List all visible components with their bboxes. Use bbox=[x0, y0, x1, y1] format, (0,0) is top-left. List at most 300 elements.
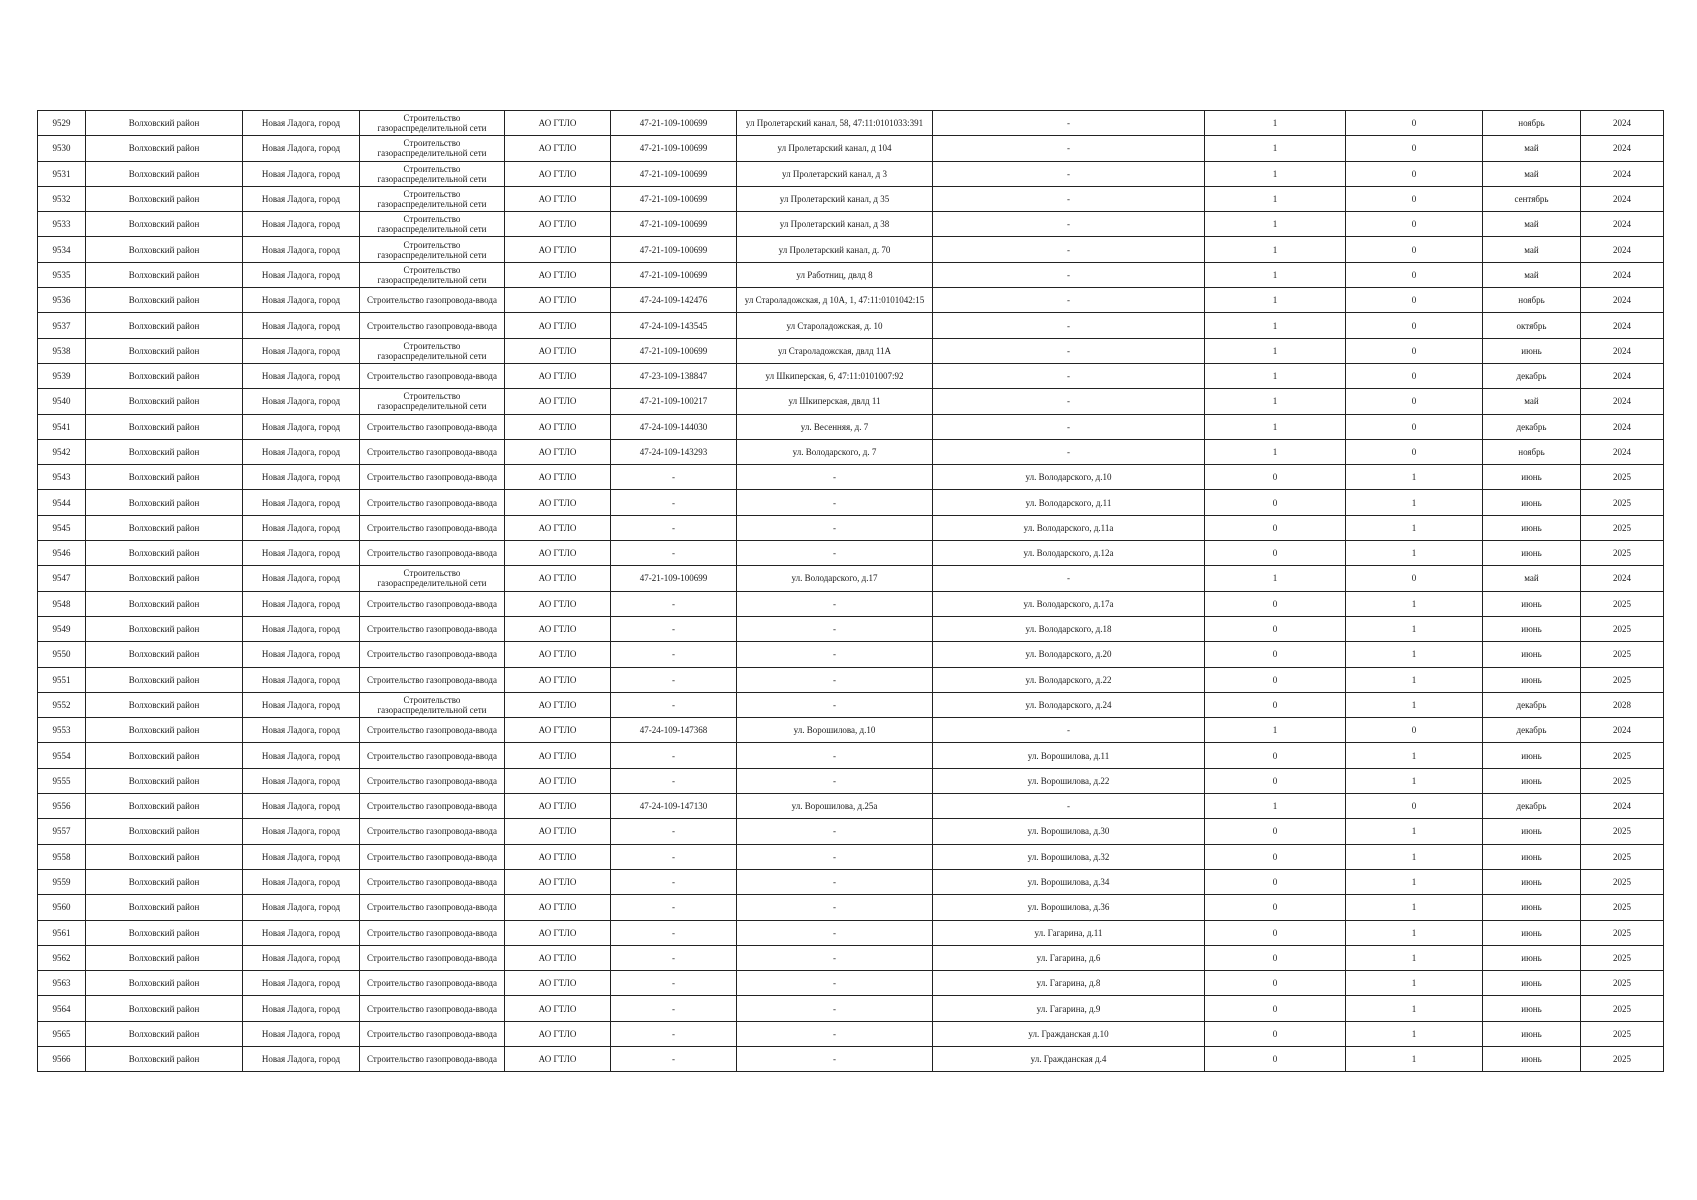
count-b-cell: 1 bbox=[1346, 465, 1483, 490]
district-cell: Волховский район bbox=[86, 186, 243, 211]
row-number-cell: 9566 bbox=[38, 1046, 86, 1071]
address-cell: ул Пролетарский канал, 58, 47:11:0101033:391 bbox=[737, 111, 933, 136]
organization-cell: АО ГТЛО bbox=[505, 591, 611, 616]
settlement-cell: Новая Ладога, город bbox=[243, 996, 360, 1021]
row-number-cell: 9533 bbox=[38, 212, 86, 237]
count-a-cell: 1 bbox=[1205, 136, 1346, 161]
year-cell: 2025 bbox=[1581, 869, 1664, 894]
object-code-cell: 47-24-109-144030 bbox=[611, 414, 737, 439]
year-cell: 2025 bbox=[1581, 768, 1664, 793]
address-cell: - bbox=[737, 465, 933, 490]
district-cell: Волховский район bbox=[86, 566, 243, 591]
planned-address-cell: ул. Ворошилова, д.11 bbox=[933, 743, 1205, 768]
address-cell: - bbox=[737, 692, 933, 717]
table-row bbox=[38, 1021, 1664, 1046]
count-b-cell: 0 bbox=[1346, 389, 1483, 414]
district-cell: Волховский район bbox=[86, 642, 243, 667]
work-type-cell: Строительство газопровода-ввода bbox=[360, 1021, 505, 1046]
planned-address-cell: - bbox=[933, 389, 1205, 414]
table-row bbox=[38, 237, 1664, 262]
row-number-cell: 9549 bbox=[38, 616, 86, 641]
organization-cell: АО ГТЛО bbox=[505, 768, 611, 793]
table-row bbox=[38, 819, 1664, 844]
work-type-cell: Строительство газораспределительной сети bbox=[360, 212, 505, 237]
count-a-cell: 0 bbox=[1205, 945, 1346, 970]
district-cell: Волховский район bbox=[86, 920, 243, 945]
count-a-cell: 0 bbox=[1205, 642, 1346, 667]
address-cell: ул Шкиперская, двлд 11 bbox=[737, 389, 933, 414]
work-type-cell: Строительство газораспределительной сети bbox=[360, 262, 505, 287]
district-cell: Волховский район bbox=[86, 895, 243, 920]
work-type-cell: Строительство газопровода-ввода bbox=[360, 895, 505, 920]
count-a-cell: 1 bbox=[1205, 161, 1346, 186]
district-cell: Волховский район bbox=[86, 971, 243, 996]
object-code-cell: 47-24-109-147130 bbox=[611, 794, 737, 819]
planned-address-cell: ул. Володарского, д.22 bbox=[933, 667, 1205, 692]
count-a-cell: 0 bbox=[1205, 1046, 1346, 1071]
row-number-cell: 9559 bbox=[38, 869, 86, 894]
settlement-cell: Новая Ладога, город bbox=[243, 389, 360, 414]
count-a-cell: 0 bbox=[1205, 1021, 1346, 1046]
table-row bbox=[38, 136, 1664, 161]
organization-cell: АО ГТЛО bbox=[505, 895, 611, 920]
work-type-cell: Строительство газопровода-ввода bbox=[360, 920, 505, 945]
object-code-cell: 47-23-109-138847 bbox=[611, 363, 737, 388]
address-cell: - bbox=[737, 844, 933, 869]
year-cell: 2024 bbox=[1581, 794, 1664, 819]
month-cell: декабрь bbox=[1483, 692, 1581, 717]
count-a-cell: 1 bbox=[1205, 288, 1346, 313]
count-b-cell: 0 bbox=[1346, 288, 1483, 313]
table-row bbox=[38, 743, 1664, 768]
organization-cell: АО ГТЛО bbox=[505, 338, 611, 363]
object-code-cell: 47-21-109-100699 bbox=[611, 338, 737, 363]
object-code-cell: 47-21-109-100699 bbox=[611, 136, 737, 161]
year-cell: 2025 bbox=[1581, 541, 1664, 566]
district-cell: Волховский район bbox=[86, 768, 243, 793]
organization-cell: АО ГТЛО bbox=[505, 212, 611, 237]
count-b-cell: 1 bbox=[1346, 515, 1483, 540]
district-cell: Волховский район bbox=[86, 869, 243, 894]
month-cell: май bbox=[1483, 237, 1581, 262]
address-cell: ул. Володарского, д.17 bbox=[737, 566, 933, 591]
year-cell: 2025 bbox=[1581, 971, 1664, 996]
object-code-cell: 47-24-109-142476 bbox=[611, 288, 737, 313]
district-cell: Волховский район bbox=[86, 212, 243, 237]
settlement-cell: Новая Ладога, город bbox=[243, 667, 360, 692]
count-a-cell: 1 bbox=[1205, 111, 1346, 136]
row-number-cell: 9540 bbox=[38, 389, 86, 414]
planned-address-cell: ул. Володарского, д.11а bbox=[933, 515, 1205, 540]
work-type-cell: Строительство газораспределительной сети bbox=[360, 237, 505, 262]
table-row bbox=[38, 490, 1664, 515]
district-cell: Волховский район bbox=[86, 313, 243, 338]
planned-address-cell: - bbox=[933, 363, 1205, 388]
settlement-cell: Новая Ладога, город bbox=[243, 642, 360, 667]
month-cell: октябрь bbox=[1483, 313, 1581, 338]
count-b-cell: 0 bbox=[1346, 237, 1483, 262]
organization-cell: АО ГТЛО bbox=[505, 111, 611, 136]
planned-address-cell: ул. Володарского, д.20 bbox=[933, 642, 1205, 667]
district-cell: Волховский район bbox=[86, 136, 243, 161]
district-cell: Волховский район bbox=[86, 743, 243, 768]
count-b-cell: 1 bbox=[1346, 541, 1483, 566]
row-number-cell: 9535 bbox=[38, 262, 86, 287]
work-type-cell: Строительство газопровода-ввода bbox=[360, 414, 505, 439]
year-cell: 2025 bbox=[1581, 591, 1664, 616]
planned-address-cell: - bbox=[933, 566, 1205, 591]
table-row bbox=[38, 869, 1664, 894]
planned-address-cell: - bbox=[933, 288, 1205, 313]
address-cell: ул Пролетарский канал, д 3 bbox=[737, 161, 933, 186]
year-cell: 2025 bbox=[1581, 945, 1664, 970]
district-cell: Волховский район bbox=[86, 288, 243, 313]
count-b-cell: 1 bbox=[1346, 971, 1483, 996]
planned-address-cell: - bbox=[933, 186, 1205, 211]
address-cell: - bbox=[737, 1046, 933, 1071]
month-cell: сентябрь bbox=[1483, 186, 1581, 211]
count-a-cell: 0 bbox=[1205, 743, 1346, 768]
settlement-cell: Новая Ладога, город bbox=[243, 945, 360, 970]
organization-cell: АО ГТЛО bbox=[505, 642, 611, 667]
organization-cell: АО ГТЛО bbox=[505, 869, 611, 894]
count-a-cell: 1 bbox=[1205, 439, 1346, 464]
month-cell: ноябрь bbox=[1483, 111, 1581, 136]
address-cell: - bbox=[737, 920, 933, 945]
table-row bbox=[38, 591, 1664, 616]
month-cell: июнь bbox=[1483, 869, 1581, 894]
month-cell: июнь bbox=[1483, 743, 1581, 768]
month-cell: май bbox=[1483, 136, 1581, 161]
planned-address-cell: - bbox=[933, 313, 1205, 338]
settlement-cell: Новая Ладога, город bbox=[243, 566, 360, 591]
settlement-cell: Новая Ладога, город bbox=[243, 338, 360, 363]
object-code-cell: - bbox=[611, 945, 737, 970]
year-cell: 2025 bbox=[1581, 1046, 1664, 1071]
settlement-cell: Новая Ладога, город bbox=[243, 616, 360, 641]
row-number-cell: 9531 bbox=[38, 161, 86, 186]
table-row bbox=[38, 768, 1664, 793]
month-cell: май bbox=[1483, 262, 1581, 287]
address-cell: - bbox=[737, 895, 933, 920]
count-b-cell: 1 bbox=[1346, 743, 1483, 768]
address-cell: - bbox=[737, 642, 933, 667]
year-cell: 2024 bbox=[1581, 186, 1664, 211]
planned-address-cell: - bbox=[933, 237, 1205, 262]
count-b-cell: 1 bbox=[1346, 616, 1483, 641]
planned-address-cell: - bbox=[933, 439, 1205, 464]
district-cell: Волховский район bbox=[86, 616, 243, 641]
count-b-cell: 1 bbox=[1346, 945, 1483, 970]
settlement-cell: Новая Ладога, город bbox=[243, 490, 360, 515]
object-code-cell: - bbox=[611, 667, 737, 692]
count-b-cell: 1 bbox=[1346, 768, 1483, 793]
month-cell: июнь bbox=[1483, 541, 1581, 566]
count-a-cell: 1 bbox=[1205, 566, 1346, 591]
table-row bbox=[38, 844, 1664, 869]
month-cell: июнь bbox=[1483, 996, 1581, 1021]
table-row bbox=[38, 920, 1664, 945]
month-cell: декабрь bbox=[1483, 363, 1581, 388]
settlement-cell: Новая Ладога, город bbox=[243, 692, 360, 717]
table-row bbox=[38, 262, 1664, 287]
row-number-cell: 9541 bbox=[38, 414, 86, 439]
year-cell: 2024 bbox=[1581, 111, 1664, 136]
object-code-cell: - bbox=[611, 844, 737, 869]
year-cell: 2025 bbox=[1581, 1021, 1664, 1046]
settlement-cell: Новая Ладога, город bbox=[243, 1046, 360, 1071]
month-cell: июнь bbox=[1483, 490, 1581, 515]
row-number-cell: 9548 bbox=[38, 591, 86, 616]
table-row bbox=[38, 692, 1664, 717]
district-cell: Волховский район bbox=[86, 490, 243, 515]
row-number-cell: 9554 bbox=[38, 743, 86, 768]
organization-cell: АО ГТЛО bbox=[505, 566, 611, 591]
count-a-cell: 1 bbox=[1205, 414, 1346, 439]
year-cell: 2024 bbox=[1581, 389, 1664, 414]
object-code-cell: - bbox=[611, 768, 737, 793]
settlement-cell: Новая Ладога, город bbox=[243, 439, 360, 464]
row-number-cell: 9560 bbox=[38, 895, 86, 920]
organization-cell: АО ГТЛО bbox=[505, 515, 611, 540]
row-number-cell: 9537 bbox=[38, 313, 86, 338]
month-cell: июнь bbox=[1483, 515, 1581, 540]
table-row bbox=[38, 338, 1664, 363]
district-cell: Волховский район bbox=[86, 945, 243, 970]
month-cell: июнь bbox=[1483, 844, 1581, 869]
district-cell: Волховский район bbox=[86, 1021, 243, 1046]
district-cell: Волховский район bbox=[86, 389, 243, 414]
count-a-cell: 0 bbox=[1205, 844, 1346, 869]
district-cell: Волховский район bbox=[86, 414, 243, 439]
month-cell: июнь bbox=[1483, 338, 1581, 363]
address-cell: ул Пролетарский канал, д 38 bbox=[737, 212, 933, 237]
organization-cell: АО ГТЛО bbox=[505, 996, 611, 1021]
table-row bbox=[38, 465, 1664, 490]
planned-address-cell: - bbox=[933, 794, 1205, 819]
address-cell: ул Шкиперская, 6, 47:11:0101007:92 bbox=[737, 363, 933, 388]
settlement-cell: Новая Ладога, город bbox=[243, 869, 360, 894]
year-cell: 2024 bbox=[1581, 439, 1664, 464]
table-row bbox=[38, 566, 1664, 591]
table-row bbox=[38, 895, 1664, 920]
object-code-cell: - bbox=[611, 895, 737, 920]
district-cell: Волховский район bbox=[86, 591, 243, 616]
table-row bbox=[38, 111, 1664, 136]
work-type-cell: Строительство газопровода-ввода bbox=[360, 591, 505, 616]
address-cell: ул. Ворошилова, д.25а bbox=[737, 794, 933, 819]
object-code-cell: - bbox=[611, 692, 737, 717]
table-row bbox=[38, 616, 1664, 641]
month-cell: июнь bbox=[1483, 616, 1581, 641]
address-cell: - bbox=[737, 591, 933, 616]
row-number-cell: 9558 bbox=[38, 844, 86, 869]
row-number-cell: 9530 bbox=[38, 136, 86, 161]
address-cell: - bbox=[737, 819, 933, 844]
count-b-cell: 0 bbox=[1346, 566, 1483, 591]
count-a-cell: 0 bbox=[1205, 920, 1346, 945]
work-type-cell: Строительство газопровода-ввода bbox=[360, 844, 505, 869]
row-number-cell: 9534 bbox=[38, 237, 86, 262]
object-code-cell: - bbox=[611, 1046, 737, 1071]
year-cell: 2025 bbox=[1581, 895, 1664, 920]
table-row bbox=[38, 439, 1664, 464]
row-number-cell: 9561 bbox=[38, 920, 86, 945]
organization-cell: АО ГТЛО bbox=[505, 439, 611, 464]
year-cell: 2024 bbox=[1581, 212, 1664, 237]
planned-address-cell: ул. Гагарина, д.6 bbox=[933, 945, 1205, 970]
planned-address-cell: ул. Гражданская д.10 bbox=[933, 1021, 1205, 1046]
district-cell: Волховский район bbox=[86, 363, 243, 388]
count-b-cell: 0 bbox=[1346, 363, 1483, 388]
planned-address-cell: ул. Гагарина, д.11 bbox=[933, 920, 1205, 945]
organization-cell: АО ГТЛО bbox=[505, 718, 611, 743]
count-a-cell: 0 bbox=[1205, 667, 1346, 692]
organization-cell: АО ГТЛО bbox=[505, 389, 611, 414]
settlement-cell: Новая Ладога, город bbox=[243, 819, 360, 844]
table-row bbox=[38, 945, 1664, 970]
count-a-cell: 1 bbox=[1205, 338, 1346, 363]
count-a-cell: 0 bbox=[1205, 490, 1346, 515]
organization-cell: АО ГТЛО bbox=[505, 819, 611, 844]
district-cell: Волховский район bbox=[86, 819, 243, 844]
count-a-cell: 1 bbox=[1205, 718, 1346, 743]
district-cell: Волховский район bbox=[86, 262, 243, 287]
row-number-cell: 9563 bbox=[38, 971, 86, 996]
year-cell: 2025 bbox=[1581, 616, 1664, 641]
table-row bbox=[38, 363, 1664, 388]
address-cell: - bbox=[737, 1021, 933, 1046]
year-cell: 2025 bbox=[1581, 465, 1664, 490]
month-cell: июнь bbox=[1483, 465, 1581, 490]
object-code-cell: 47-21-109-100699 bbox=[611, 212, 737, 237]
year-cell: 2025 bbox=[1581, 996, 1664, 1021]
table-row bbox=[38, 1046, 1664, 1071]
settlement-cell: Новая Ладога, город bbox=[243, 844, 360, 869]
settlement-cell: Новая Ладога, город bbox=[243, 288, 360, 313]
planned-address-cell: ул. Ворошилова, д.36 bbox=[933, 895, 1205, 920]
settlement-cell: Новая Ладога, город bbox=[243, 465, 360, 490]
table-row bbox=[38, 288, 1664, 313]
count-b-cell: 1 bbox=[1346, 591, 1483, 616]
planned-address-cell: ул. Ворошилова, д.34 bbox=[933, 869, 1205, 894]
row-number-cell: 9544 bbox=[38, 490, 86, 515]
month-cell: май bbox=[1483, 389, 1581, 414]
work-type-cell: Строительство газопровода-ввода bbox=[360, 1046, 505, 1071]
address-cell: ул Пролетарский канал, д 104 bbox=[737, 136, 933, 161]
table-row bbox=[38, 161, 1664, 186]
month-cell: июнь bbox=[1483, 895, 1581, 920]
district-cell: Волховский район bbox=[86, 465, 243, 490]
address-cell: - bbox=[737, 667, 933, 692]
address-cell: - bbox=[737, 616, 933, 641]
object-code-cell: - bbox=[611, 920, 737, 945]
count-b-cell: 1 bbox=[1346, 819, 1483, 844]
work-type-cell: Строительство газопровода-ввода bbox=[360, 945, 505, 970]
work-type-cell: Строительство газопровода-ввода bbox=[360, 515, 505, 540]
table-row bbox=[38, 642, 1664, 667]
organization-cell: АО ГТЛО bbox=[505, 414, 611, 439]
planned-address-cell: - bbox=[933, 161, 1205, 186]
count-a-cell: 0 bbox=[1205, 591, 1346, 616]
work-type-cell: Строительство газопровода-ввода bbox=[360, 616, 505, 641]
object-code-cell: - bbox=[611, 869, 737, 894]
object-code-cell: 47-21-109-100217 bbox=[611, 389, 737, 414]
address-cell: - bbox=[737, 768, 933, 793]
planned-address-cell: ул. Володарского, д.24 bbox=[933, 692, 1205, 717]
year-cell: 2025 bbox=[1581, 844, 1664, 869]
address-cell: - bbox=[737, 490, 933, 515]
settlement-cell: Новая Ладога, город bbox=[243, 212, 360, 237]
planned-address-cell: ул. Гражданская д.4 bbox=[933, 1046, 1205, 1071]
year-cell: 2024 bbox=[1581, 338, 1664, 363]
planned-address-cell: ул. Ворошилова, д.30 bbox=[933, 819, 1205, 844]
work-type-cell: Строительство газопровода-ввода bbox=[360, 819, 505, 844]
month-cell: июнь bbox=[1483, 945, 1581, 970]
work-type-cell: Строительство газопровода-ввода bbox=[360, 743, 505, 768]
work-type-cell: Строительство газораспределительной сети bbox=[360, 566, 505, 591]
district-cell: Волховский район bbox=[86, 541, 243, 566]
work-type-cell: Строительство газопровода-ввода bbox=[360, 439, 505, 464]
planned-address-cell: - bbox=[933, 212, 1205, 237]
address-cell: ул Пролетарский канал, д 35 bbox=[737, 186, 933, 211]
year-cell: 2024 bbox=[1581, 262, 1664, 287]
count-a-cell: 0 bbox=[1205, 465, 1346, 490]
count-b-cell: 0 bbox=[1346, 262, 1483, 287]
district-cell: Волховский район bbox=[86, 844, 243, 869]
planned-address-cell: - bbox=[933, 414, 1205, 439]
settlement-cell: Новая Ладога, город bbox=[243, 186, 360, 211]
address-cell: - bbox=[737, 996, 933, 1021]
gas-works-table bbox=[37, 110, 1664, 1072]
row-number-cell: 9553 bbox=[38, 718, 86, 743]
settlement-cell: Новая Ладога, город bbox=[243, 414, 360, 439]
object-code-cell: 47-21-109-100699 bbox=[611, 111, 737, 136]
organization-cell: АО ГТЛО bbox=[505, 490, 611, 515]
count-b-cell: 0 bbox=[1346, 136, 1483, 161]
year-cell: 2025 bbox=[1581, 642, 1664, 667]
planned-address-cell: ул. Володарского, д.12а bbox=[933, 541, 1205, 566]
settlement-cell: Новая Ладога, город bbox=[243, 718, 360, 743]
row-number-cell: 9550 bbox=[38, 642, 86, 667]
month-cell: ноябрь bbox=[1483, 439, 1581, 464]
organization-cell: АО ГТЛО bbox=[505, 945, 611, 970]
settlement-cell: Новая Ладога, город bbox=[243, 111, 360, 136]
count-b-cell: 1 bbox=[1346, 895, 1483, 920]
planned-address-cell: - bbox=[933, 111, 1205, 136]
work-type-cell: Строительство газораспределительной сети bbox=[360, 111, 505, 136]
planned-address-cell: ул. Ворошилова, д.22 bbox=[933, 768, 1205, 793]
address-cell: ул. Весенняя, д. 7 bbox=[737, 414, 933, 439]
organization-cell: АО ГТЛО bbox=[505, 920, 611, 945]
row-number-cell: 9547 bbox=[38, 566, 86, 591]
settlement-cell: Новая Ладога, город bbox=[243, 313, 360, 338]
count-a-cell: 1 bbox=[1205, 212, 1346, 237]
row-number-cell: 9546 bbox=[38, 541, 86, 566]
table-row bbox=[38, 313, 1664, 338]
year-cell: 2024 bbox=[1581, 288, 1664, 313]
address-cell: - bbox=[737, 743, 933, 768]
settlement-cell: Новая Ладога, город bbox=[243, 591, 360, 616]
row-number-cell: 9555 bbox=[38, 768, 86, 793]
year-cell: 2024 bbox=[1581, 414, 1664, 439]
object-code-cell: - bbox=[611, 1021, 737, 1046]
row-number-cell: 9557 bbox=[38, 819, 86, 844]
settlement-cell: Новая Ладога, город bbox=[243, 541, 360, 566]
count-a-cell: 1 bbox=[1205, 794, 1346, 819]
organization-cell: АО ГТЛО bbox=[505, 794, 611, 819]
object-code-cell: 47-21-109-100699 bbox=[611, 237, 737, 262]
